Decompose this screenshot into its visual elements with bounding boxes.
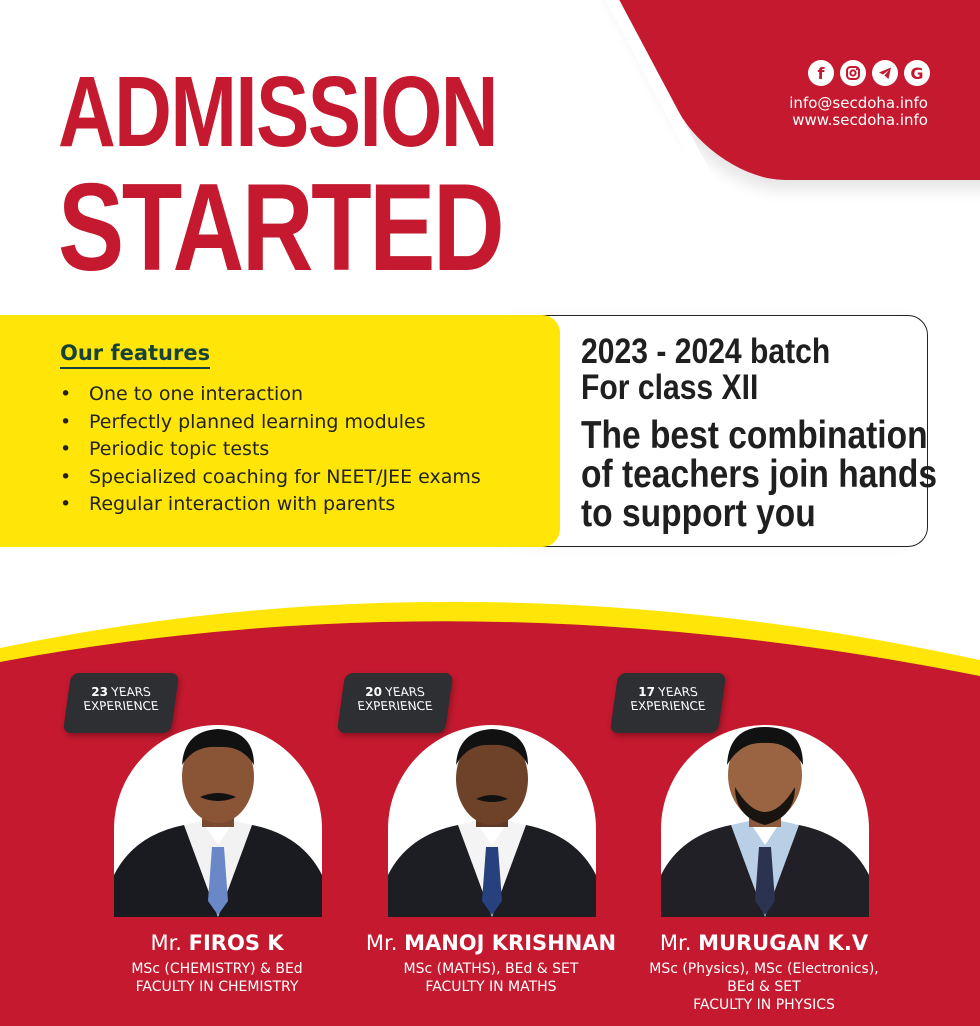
tagline-line3: to support you bbox=[581, 492, 816, 535]
corner-banner bbox=[598, 0, 980, 180]
feature-item: • Perfectly planned learning modules bbox=[60, 409, 481, 437]
instagram-icon[interactable] bbox=[840, 60, 866, 86]
facebook-icon[interactable]: f bbox=[808, 60, 834, 86]
headline-line1: ADMISSION bbox=[58, 56, 497, 168]
batch-info-box bbox=[512, 315, 937, 547]
google-icon[interactable]: G bbox=[904, 60, 930, 86]
teacher-photo bbox=[388, 725, 596, 917]
headline bbox=[58, 56, 613, 297]
experience-badge: 20 YEARS EXPERIENCE bbox=[337, 673, 453, 733]
teacher-qualification: MSc (MATHS), BEd & SET FACULTY IN MATHS bbox=[403, 961, 579, 995]
email-text[interactable]: info@secdoha.info bbox=[789, 94, 928, 112]
batch-class: For class XII bbox=[581, 368, 759, 407]
tagline-line2: of teachers join hands bbox=[581, 453, 937, 496]
teacher-name: Mr. MURUGAN K.V bbox=[659, 931, 869, 955]
tagline-line1: The best combination bbox=[581, 414, 928, 457]
experience-badge: 23 YEARS EXPERIENCE bbox=[63, 673, 179, 733]
batch-year: 2023 - 2024 batch bbox=[581, 332, 831, 371]
experience-badge: 17 YEARS EXPERIENCE bbox=[610, 673, 726, 733]
feature-item: • One to one interaction bbox=[60, 381, 481, 409]
person-avatar bbox=[388, 725, 596, 917]
teacher-name: Mr. MANOJ KRISHNAN bbox=[365, 931, 617, 955]
features-title: Our features bbox=[60, 341, 210, 369]
features-box bbox=[0, 315, 560, 547]
feature-item: • Regular interaction with parents bbox=[60, 491, 481, 519]
headline-line2: STARTED bbox=[58, 159, 503, 297]
teacher-qualification: MSc (Physics), MSc (Electronics), BEd & SET FACULTY IN PHYSICS bbox=[649, 961, 879, 1013]
person-avatar bbox=[661, 725, 869, 917]
social-icons bbox=[808, 60, 930, 86]
feature-item: • Specialized coaching for NEET/JEE exams bbox=[60, 464, 481, 492]
person-avatar bbox=[114, 725, 322, 917]
teacher-photo bbox=[661, 725, 869, 917]
teacher-photo bbox=[114, 725, 322, 917]
website-text[interactable]: www.secdoha.info bbox=[792, 111, 928, 129]
contact-info bbox=[789, 95, 928, 129]
features-list bbox=[60, 381, 481, 519]
telegram-icon[interactable] bbox=[872, 60, 898, 86]
teacher-qualification: MSc (CHEMISTRY) & BEd FACULTY IN CHEMISTRY bbox=[131, 961, 303, 995]
feature-item: • Periodic topic tests bbox=[60, 436, 481, 464]
teacher-name: Mr. FIROS K bbox=[150, 931, 284, 955]
